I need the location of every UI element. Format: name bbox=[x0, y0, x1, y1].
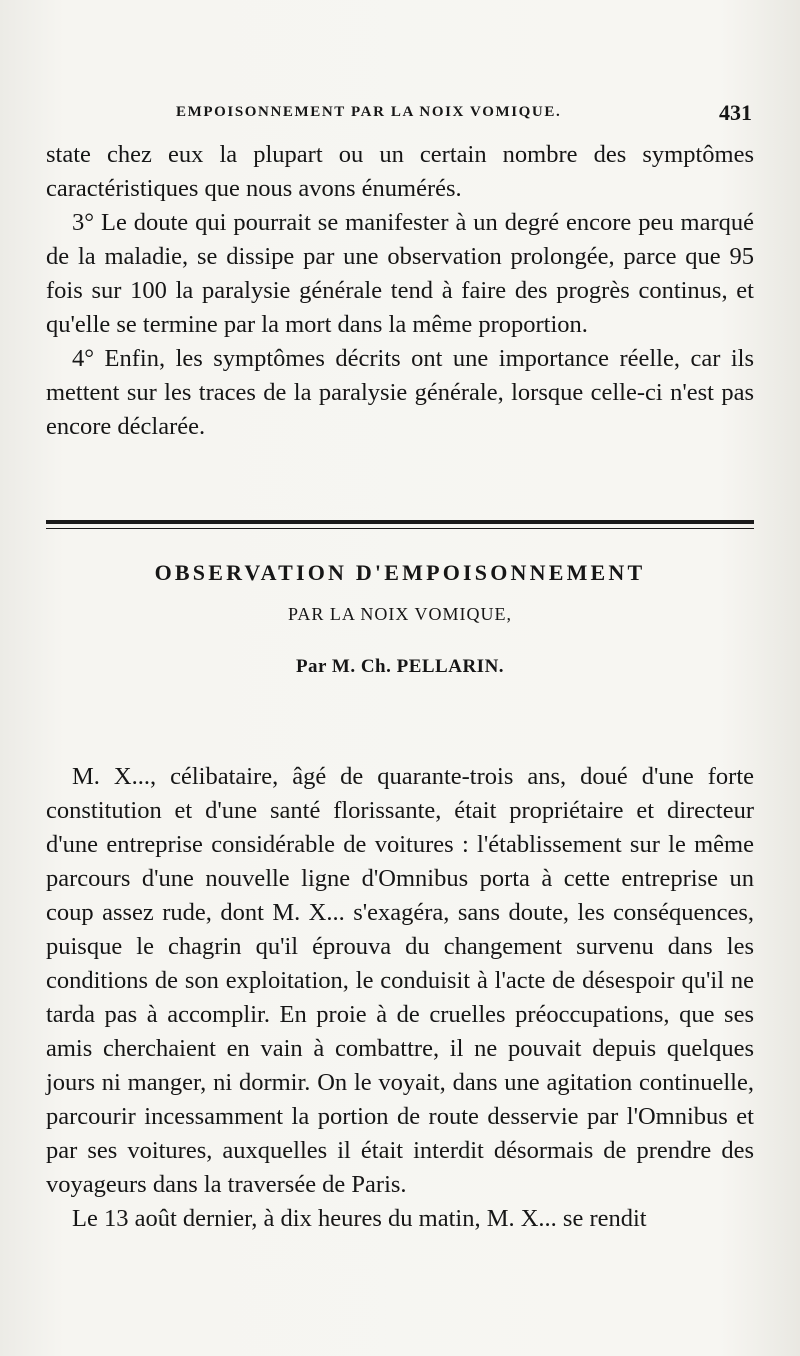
paragraph: state chez eux la plupart ou un certain nombre des symptômes caractéristiques que nous avons énumérés. bbox=[46, 141, 754, 202]
section-title: OBSERVATION D'EMPOISONNEMENT bbox=[154, 560, 646, 585]
paragraph: 4° Enfin, les symptômes décrits ont une importance réelle, car ils mettent sur les traces de la paralysie générale, lorsque celle-ci n'est pas encore déclarée. bbox=[46, 345, 754, 440]
observation-text bbox=[46, 760, 754, 1236]
paragraph: Le 13 août dernier, à dix heures du matin, M. X... se rendit bbox=[72, 1205, 647, 1232]
intro-text bbox=[46, 138, 754, 444]
page-number: 431 bbox=[719, 100, 752, 125]
section-divider-thick bbox=[46, 520, 754, 524]
running-header bbox=[46, 100, 754, 132]
running-title: EMPOISONNEMENT PAR LA NOIX VOMIQUE. bbox=[176, 104, 562, 120]
paragraph: M. X..., célibataire, âgé de quarante-trois ans, doué d'une forte constitution et d'une santé florissante, était propriétaire et directeur d'une entreprise considérable de voitures : l'établissement sur le même parcours d'une nouvelle ligne d'Omnibus porta à cette entreprise un coup assez rude, dont M. X... s'exagéra, sans doute, les conséquences, puisque le chagrin qu'il éprouva du changement survenu dans les conditions de son exploitation, le conduisit à l'acte de désespoir qu'il ne tarda pas à accomplir. En proie à de cruelles préoccupations, que ses amis cherchaient en vain à combattre, il ne pouvait depuis quelques jours ni manger, ni dormir. On le voyait, dans une agitation continuelle, parcourir incessamment la portion de route desservie par l'Omnibus et par ses voitures, auxquelles il était interdit désormais de prendre des voyageurs dans la traversée de Paris. bbox=[46, 763, 754, 1198]
paragraph: 3° Le doute qui pourrait se manifester à un degré encore peu marqué de la maladie, se dissipe par une observation prolongée, parce que 95 fois sur 100 la paralysie générale tend à faire des progrès continus, et qu'elle se termine par la mort dans la même proportion. bbox=[46, 209, 754, 338]
section-subtitle: PAR LA NOIX VOMIQUE, bbox=[287, 604, 513, 624]
section-divider-thin bbox=[46, 528, 754, 529]
section-author: Par M. Ch. PELLARIN. bbox=[295, 656, 505, 677]
